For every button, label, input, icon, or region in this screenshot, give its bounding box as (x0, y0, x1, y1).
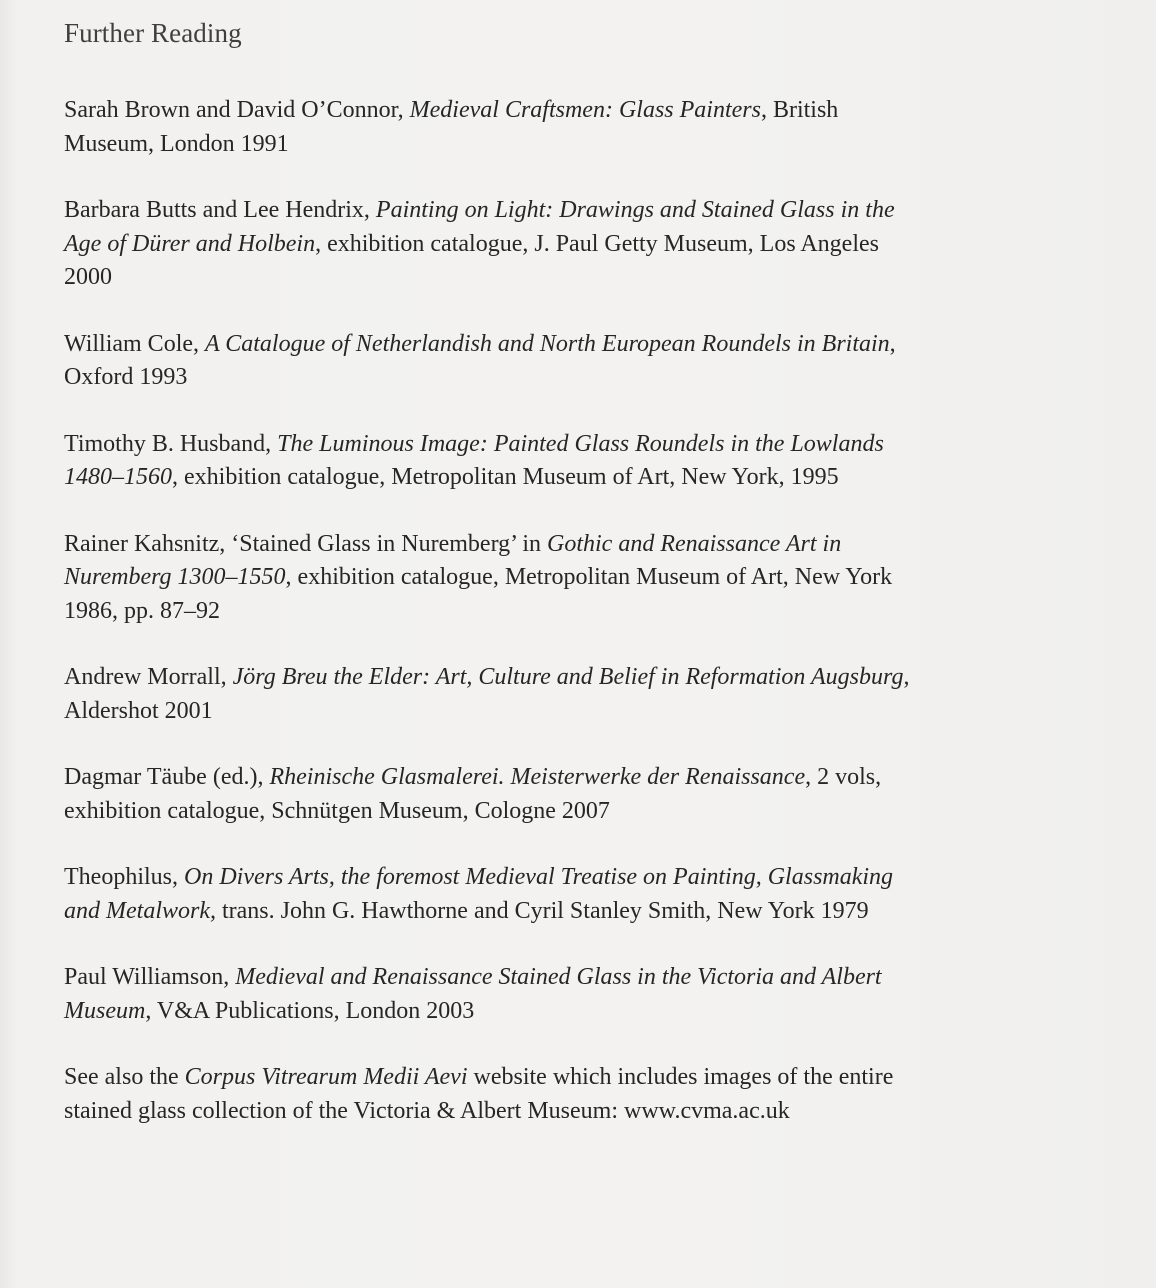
reference-text: , Aldershot 2001 (64, 664, 910, 724)
reference-title: Rheinische Glasmalerei. Meisterwerke der Renaissance (269, 764, 806, 790)
reference-text: , exhibition catalogue, Metropolitan Museum of Art, New York 1986, pp. 87–92 (64, 564, 893, 624)
reference-text: website which includes images of the entire stained glass collection of the Victoria & Albert Museum: www.cvma.ac.uk (64, 1064, 894, 1124)
reference-text: Rainer Kahsnitz, ‘Stained Glass in Nuremberg’ in (64, 530, 547, 557)
reference-entry (64, 194, 924, 295)
reference-entry (64, 1061, 924, 1128)
reference-text: trans. John G. Hawthorne and Cyril Stanley Smith, New York 1979 (215, 897, 869, 924)
reference-title: Medieval Craftsmen: Glass Painters (409, 97, 761, 123)
page-heading: Further Reading (64, 18, 242, 48)
reference-text: Sarah Brown and David O’Connor, (64, 97, 410, 123)
reference-text: Andrew Morrall, (64, 664, 233, 690)
reference-text: Barbara Butts and Lee Hendrix, (64, 197, 376, 223)
reference-entry (64, 94, 924, 161)
reference-text: Theophilus, (64, 864, 184, 890)
reference-title: On Divers Arts, the foremost Medieval Treatise on Painting, Glassmaking and Metalwork, (64, 864, 894, 924)
reference-title: Corpus Vitrearum Medii Aevi (184, 1064, 468, 1090)
reference-title: Medieval and Renaissance Stained Glass in the Victoria and Albert Museum (64, 964, 882, 1024)
reference-text: , 2 vols, exhibition catalogue, Schnütgen Museum, Cologne 2007 (64, 764, 882, 824)
reference-text: Dagmar Täube (ed.), (64, 764, 270, 790)
reference-entry (64, 528, 924, 629)
reference-text: See also the (64, 1064, 185, 1090)
reference-text: , V&A Publications, London 2003 (145, 997, 475, 1024)
reference-title: Painting on Light: Drawings and Stained Glass in the Age of Dürer and Holbein (64, 197, 895, 257)
reference-title: Jörg Breu the Elder: Art, Culture and Belief in Reformation Augsburg (232, 664, 904, 690)
reference-title: Gothic and Renaissance Art in Nuremberg 1300–1550 (64, 530, 842, 590)
reference-text: Timothy B. Husband, (64, 430, 278, 457)
reference-entry (64, 761, 924, 828)
reference-text: , exhibition catalogue, J. Paul Getty Museum, Los Angeles 2000 (64, 230, 879, 290)
reference-text: , British Museum, London 1991 (64, 97, 839, 157)
reference-title: A Catalogue of Netherlandish and North European Roundels in Britain (205, 330, 890, 357)
reference-title: The Luminous Image: Painted Glass Roundels in the Lowlands 1480–1560 (64, 430, 884, 490)
reference-entry (64, 328, 924, 395)
reference-text: William Cole, (64, 330, 206, 357)
reference-text: Paul Williamson, (64, 964, 236, 990)
reference-entry (64, 661, 924, 728)
reference-entry (64, 861, 924, 928)
reference-text: , exhibition catalogue, Metropolitan Museum of Art, New York, 1995 (172, 464, 839, 490)
reference-entry (64, 428, 924, 495)
reference-list (64, 94, 924, 1161)
reference-entry (64, 961, 924, 1028)
reference-text: , Oxford 1993 (64, 330, 896, 390)
